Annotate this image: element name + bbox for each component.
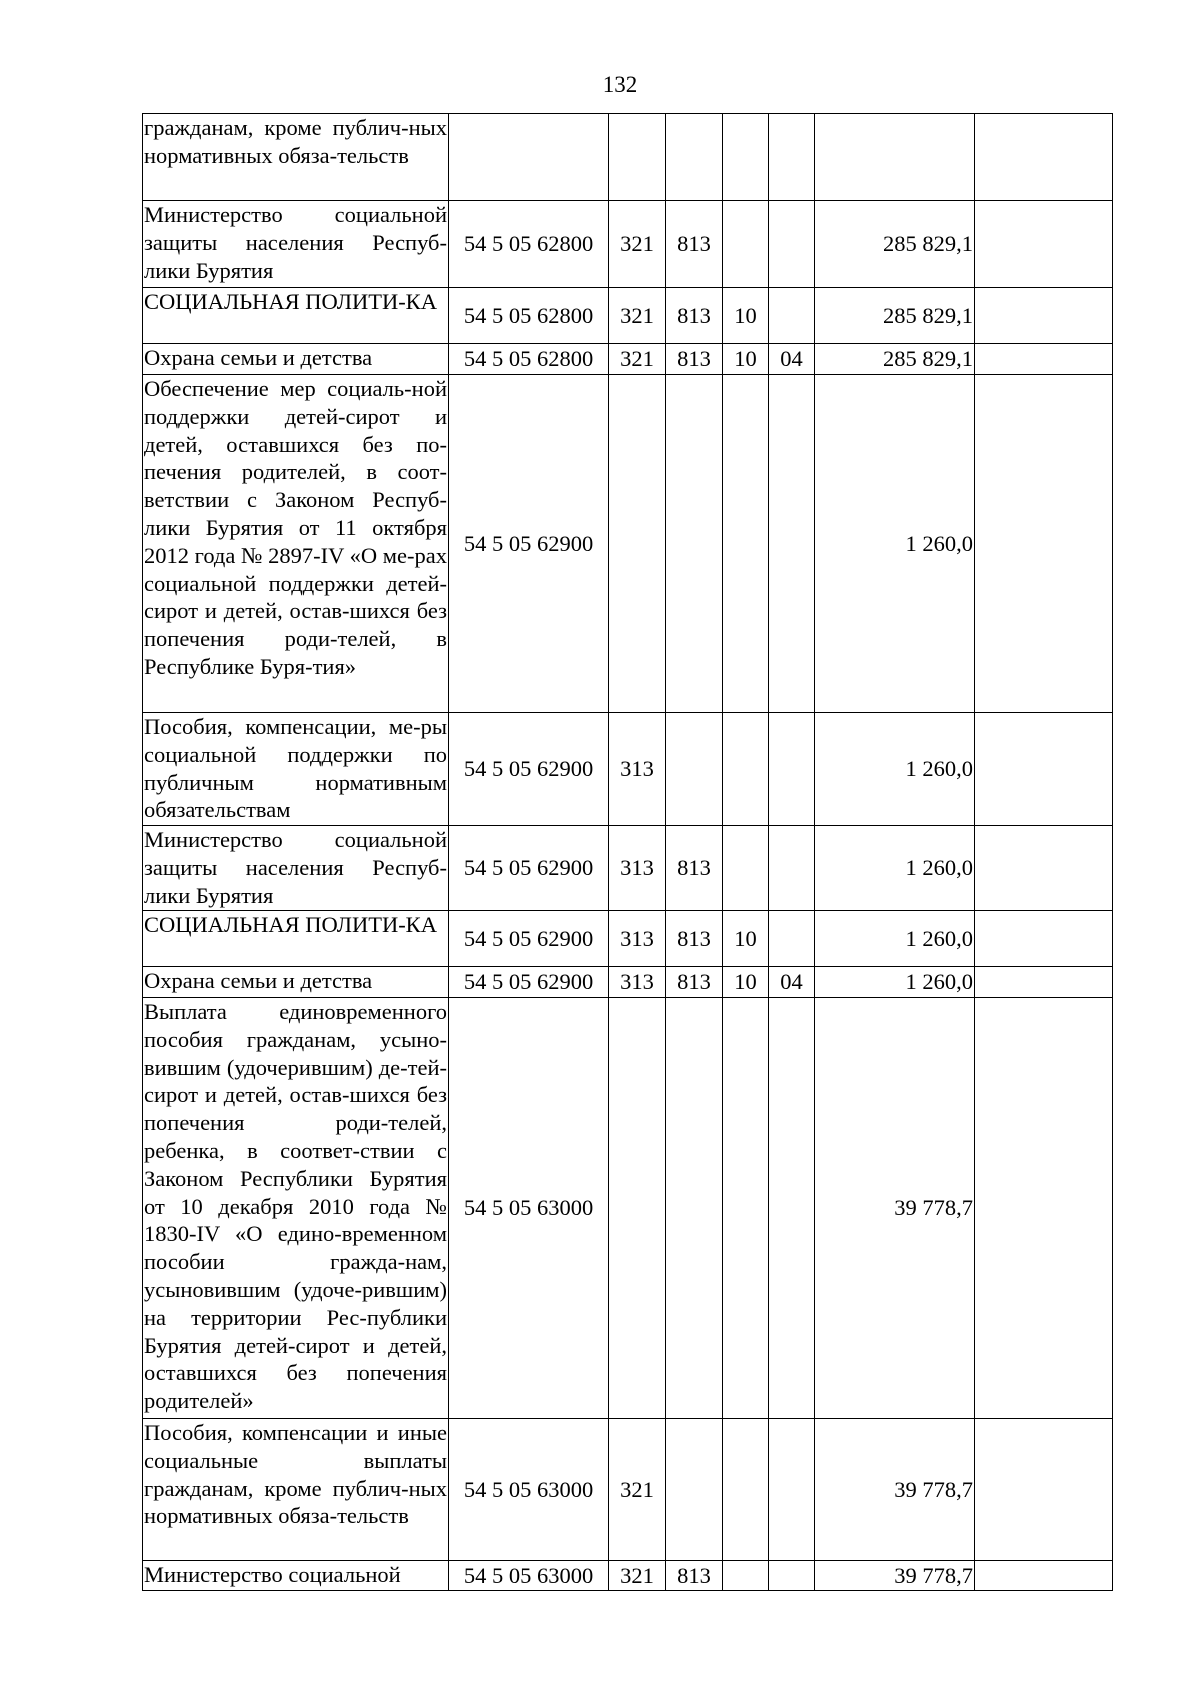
table-row [143, 998, 1113, 1419]
page-number: 132 [602, 72, 638, 97]
row-amount: 1 260,0 [815, 911, 975, 967]
row-gr [666, 1419, 723, 1561]
row-gr: 813 [666, 826, 723, 911]
row-code: 54 5 05 62900 [449, 713, 609, 826]
row-name: Обеспечение мер социаль-ной поддержки детей-сирот и детей, оставшихся без по-печения родителей, в соот-ветствии с Законом Респуб-лики Бурятия от 11 октября 2012 года № 2897-IV «О ме-рах социальной поддержки детей-сирот и детей, остав-шихся без попечения роди-телей, в Республике Буря-тия» [143, 375, 449, 713]
row-gr [666, 713, 723, 826]
row-empty-cell [975, 911, 1113, 967]
row-name: гражданам, кроме публич-ных нормативных обяза-тельств [143, 114, 449, 201]
row-code: 54 5 05 63000 [449, 998, 609, 1419]
row-code: 54 5 05 62900 [449, 911, 609, 967]
row-code: 54 5 05 62900 [449, 826, 609, 911]
row-empty-cell [975, 967, 1113, 998]
row-code: 54 5 05 63000 [449, 1419, 609, 1561]
row-pr: 04 [769, 967, 815, 998]
row-rz: 10 [723, 288, 769, 344]
row-gr [666, 375, 723, 713]
row-pr [769, 713, 815, 826]
table-body [143, 114, 1113, 1591]
row-rz [723, 375, 769, 713]
row-pr: 04 [769, 344, 815, 375]
row-amount: 1 260,0 [815, 967, 975, 998]
row-rz [723, 201, 769, 288]
row-amount: 39 778,7 [815, 1419, 975, 1561]
table-row [143, 114, 1113, 201]
row-code: 54 5 05 63000 [449, 1561, 609, 1591]
row-pr [769, 201, 815, 288]
row-amount: 39 778,7 [815, 998, 975, 1419]
row-empty-cell [975, 375, 1113, 713]
table-row [143, 288, 1113, 344]
row-name: Пособия, компенсации, ме-ры социальной поддержки по публичным нормативным обязательствам [143, 713, 449, 826]
row-rz [723, 713, 769, 826]
row-name: Министерство социальной [143, 1561, 449, 1591]
row-empty-cell [975, 344, 1113, 375]
row-name: Министерство социальной защиты населения Респуб-лики Бурятия [143, 826, 449, 911]
table-row [143, 1561, 1113, 1591]
row-rz [723, 1561, 769, 1591]
row-rz: 10 [723, 344, 769, 375]
row-code: 54 5 05 62800 [449, 288, 609, 344]
row-amount: 285 829,1 [815, 201, 975, 288]
row-rz [723, 114, 769, 201]
row-pr [769, 826, 815, 911]
row-pr [769, 911, 815, 967]
row-pr [769, 998, 815, 1419]
row-rz: 10 [723, 967, 769, 998]
row-name: Выплата единовременного пособия гражданам, усыно-вившим (удочерившим) де-тей-сирот и детей, остав-шихся без попечения роди-телей, ребенка, в соответ-ствии с Законом Республики Бурятия от 10 декабря 2010 года № 1830-IV «О едино-временном пособии гражда-нам, усыновившим (удоче-рившим) на территории Рес-публики Бурятия детей-сирот и детей, оставшихся без попечения родителей» [143, 998, 449, 1419]
row-gr: 813 [666, 911, 723, 967]
row-rz: 10 [723, 911, 769, 967]
row-empty-cell [975, 114, 1113, 201]
row-gr: 813 [666, 344, 723, 375]
row-vr: 313 [609, 911, 666, 967]
row-gr [666, 998, 723, 1419]
row-vr [609, 114, 666, 201]
row-pr [769, 114, 815, 201]
row-amount [815, 114, 975, 201]
row-name: Охрана семьи и детства [143, 967, 449, 998]
row-empty-cell [975, 1419, 1113, 1561]
table-row [143, 713, 1113, 826]
row-name: Министерство социальной защиты населения Респуб-лики Бурятия [143, 201, 449, 288]
row-vr: 321 [609, 344, 666, 375]
row-gr [666, 114, 723, 201]
row-empty-cell [975, 288, 1113, 344]
row-code: 54 5 05 62900 [449, 375, 609, 713]
table-row [143, 911, 1113, 967]
row-amount: 285 829,1 [815, 344, 975, 375]
row-vr: 321 [609, 288, 666, 344]
row-name: Пособия, компенсации и иные социальные выплаты гражданам, кроме публич-ных нормативных обяза-тельств [143, 1419, 449, 1561]
table-row [143, 344, 1113, 375]
row-pr [769, 375, 815, 713]
row-code: 54 5 05 62800 [449, 344, 609, 375]
row-rz [723, 1419, 769, 1561]
row-gr: 813 [666, 288, 723, 344]
row-vr [609, 998, 666, 1419]
table-row [143, 826, 1113, 911]
row-empty-cell [975, 201, 1113, 288]
row-vr: 313 [609, 967, 666, 998]
row-vr: 321 [609, 1561, 666, 1591]
row-rz [723, 826, 769, 911]
row-gr: 813 [666, 201, 723, 288]
table-row [143, 375, 1113, 713]
table-row [143, 967, 1113, 998]
row-empty-cell [975, 998, 1113, 1419]
row-code [449, 114, 609, 201]
row-gr: 813 [666, 1561, 723, 1591]
row-vr [609, 375, 666, 713]
row-vr: 321 [609, 1419, 666, 1561]
row-name: СОЦИАЛЬНАЯ ПОЛИТИ-КА [143, 288, 449, 344]
budget-table [142, 113, 1113, 1591]
row-pr [769, 1419, 815, 1561]
table-row [143, 201, 1113, 288]
table-row [143, 1419, 1113, 1561]
row-name: СОЦИАЛЬНАЯ ПОЛИТИ-КА [143, 911, 449, 967]
row-rz [723, 998, 769, 1419]
row-pr [769, 1561, 815, 1591]
row-empty-cell [975, 713, 1113, 826]
row-amount: 1 260,0 [815, 375, 975, 713]
row-vr: 313 [609, 826, 666, 911]
row-code: 54 5 05 62900 [449, 967, 609, 998]
row-vr: 321 [609, 201, 666, 288]
row-empty-cell [975, 1561, 1113, 1591]
row-amount: 1 260,0 [815, 826, 975, 911]
row-code: 54 5 05 62800 [449, 201, 609, 288]
row-amount: 285 829,1 [815, 288, 975, 344]
row-pr [769, 288, 815, 344]
row-gr: 813 [666, 967, 723, 998]
row-vr: 313 [609, 713, 666, 826]
row-amount: 39 778,7 [815, 1561, 975, 1591]
row-name: Охрана семьи и детства [143, 344, 449, 375]
row-empty-cell [975, 826, 1113, 911]
row-amount: 1 260,0 [815, 713, 975, 826]
